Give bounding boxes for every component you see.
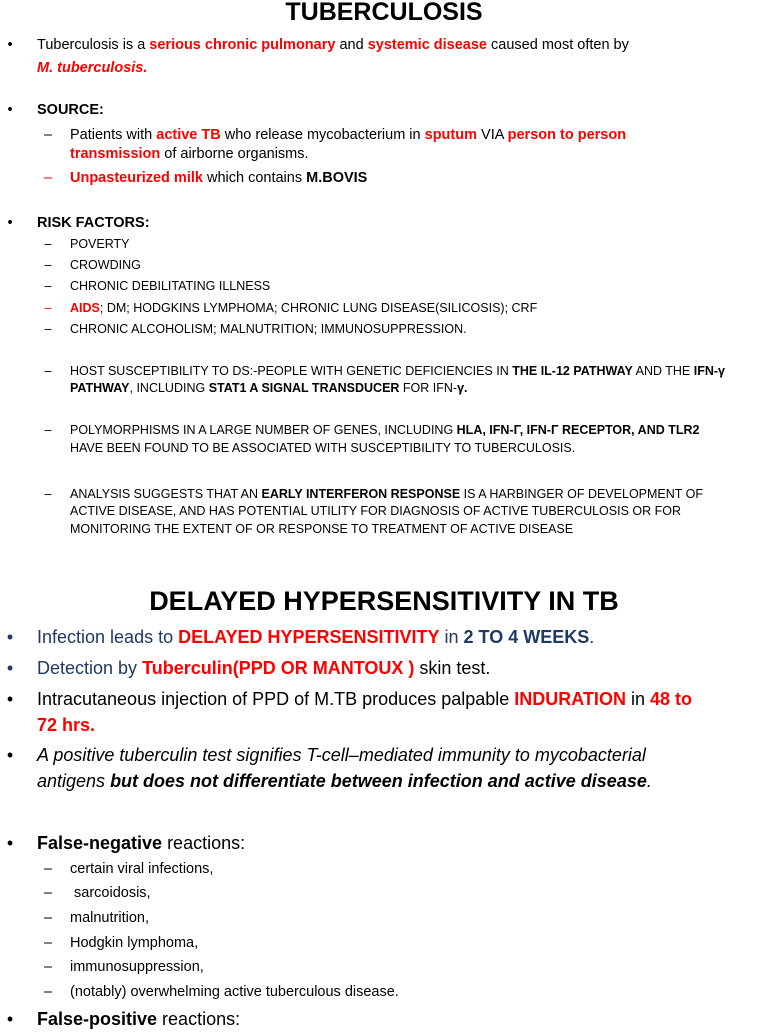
dash: –	[43, 127, 53, 143]
tuberculosis-title: TUBERCULOSIS	[285, 0, 483, 26]
bullet: •	[6, 689, 14, 709]
dh-infection-line: Infection leads to DELAYED HYPERSENSITIVITY in 2 TO 4 WEEKS.	[37, 627, 595, 647]
false-negative-item: malnutrition,	[70, 910, 149, 926]
source-item-1-line1: Patients with active TB who release mycobacterium in sputum VIA person to person	[70, 127, 627, 143]
false-positive-heading: False-positive reactions:	[37, 1009, 241, 1029]
dash: –	[44, 237, 52, 251]
source-item-2: Unpasteurized milk which contains M.BOVIS	[70, 170, 368, 186]
dh-injection-line2: 72 hrs.	[37, 715, 96, 735]
risk-item-alcoholism: CHRONIC ALCOHOLISM; MALNUTRITION; IMMUNOSUPPRESSION.	[70, 322, 467, 336]
dash: –	[43, 861, 53, 877]
false-negative-item: certain viral infections,	[70, 861, 214, 877]
bullet: •	[6, 627, 14, 647]
dash: –	[44, 301, 52, 315]
dash: –	[44, 258, 52, 272]
intro-line1: Tuberculosis is a serious chronic pulmonary and systemic disease caused most often by	[37, 37, 629, 53]
risk-item-crowding: CROWDING	[70, 258, 141, 272]
delayed-hypersensitivity-title: DELAYED HYPERSENSITIVITY IN TB	[149, 586, 619, 616]
bullet: •	[7, 37, 13, 53]
false-negative-heading: False-negative reactions:	[37, 833, 246, 853]
dh-positive-test-line2: antigens but does not differentiate between infection and active disease.	[37, 771, 652, 791]
risk-factors-heading: RISK FACTORS:	[37, 215, 150, 231]
risk-item-polymorphisms-line2: HAVE BEEN FOUND TO BE ASSOCIATED WITH SUSCEPTIBILITY TO TUBERCULOSIS.	[70, 441, 576, 455]
dh-detection-line: Detection by Tuberculin(PPD OR MANTOUX ) skin test.	[37, 658, 491, 678]
risk-item-host-susceptibility-line2: PATHWAY, INCLUDING STAT1 A SIGNAL TRANSDUCER FOR IFN-γ.	[70, 381, 468, 395]
bullet: •	[6, 745, 14, 765]
dash: –	[44, 487, 52, 501]
bullet: •	[7, 215, 13, 231]
dash: –	[44, 423, 52, 437]
dash: –	[43, 935, 53, 951]
false-negative-item: immunosuppression,	[70, 959, 204, 975]
bullet: •	[6, 833, 14, 853]
risk-item-poverty: POVERTY	[70, 237, 130, 251]
risk-item-polymorphisms-line1: POLYMORPHISMS IN A LARGE NUMBER OF GENES, INCLUDING HLA, IFN-Γ, IFN-Γ RECEPTOR, AND TLR2	[70, 423, 700, 437]
risk-item-analysis-line1: ANALYSIS SUGGESTS THAT AN EARLY INTERFERON RESPONSE IS A HARBINGER OF DEVELOPMENT OF	[70, 487, 704, 501]
dash: –	[44, 364, 52, 378]
dash: –	[44, 322, 52, 336]
dash: –	[43, 984, 53, 1000]
risk-item-analysis-line3: MONITORING THE EXTENT OF OR RESPONSE TO TREATMENT OF ACTIVE DISEASE	[70, 522, 574, 536]
risk-item-host-susceptibility-line1: HOST SUSCEPTIBILITY TO DS:-PEOPLE WITH GENETIC DEFICIENCIES IN THE IL-12 PATHWAY AND THE IFN-γ	[70, 364, 725, 378]
source-item-1-line2: transmission of airborne organisms.	[70, 146, 309, 162]
dash: –	[43, 885, 53, 901]
dh-positive-test-line1: A positive tuberculin test signifies T-cell–mediated immunity to mycobacterial	[37, 745, 646, 765]
false-negative-item: sarcoidosis,	[70, 885, 151, 901]
false-negative-item: (notably) overwhelming active tuberculous disease.	[70, 984, 399, 1000]
bullet: •	[7, 102, 13, 118]
dash: –	[43, 170, 53, 186]
false-negative-item: Hodgkin lymphoma,	[70, 935, 199, 951]
dash: –	[43, 910, 53, 926]
bullet: •	[6, 1009, 14, 1029]
risk-item-chronic-illness: CHRONIC DEBILITATING ILLNESS	[70, 279, 271, 293]
source-heading: SOURCE:	[37, 102, 104, 118]
dash: –	[43, 959, 53, 975]
dash: –	[44, 279, 52, 293]
risk-item-aids: AIDS; DM; HODGKINS LYMPHOMA; CHRONIC LUNG DISEASE(SILICOSIS); CRF	[70, 301, 538, 315]
risk-item-analysis-line2: ACTIVE DISEASE, AND HAS POTENTIAL UTILITY FOR DIAGNOSIS OF ACTIVE TUBERCULOSIS OR FOR	[70, 504, 681, 518]
dh-injection-line1: Intracutaneous injection of PPD of M.TB produces palpable INDURATION in 48 to	[37, 689, 692, 709]
intro-line2: M. tuberculosis.	[37, 60, 148, 76]
bullet: •	[6, 658, 14, 678]
